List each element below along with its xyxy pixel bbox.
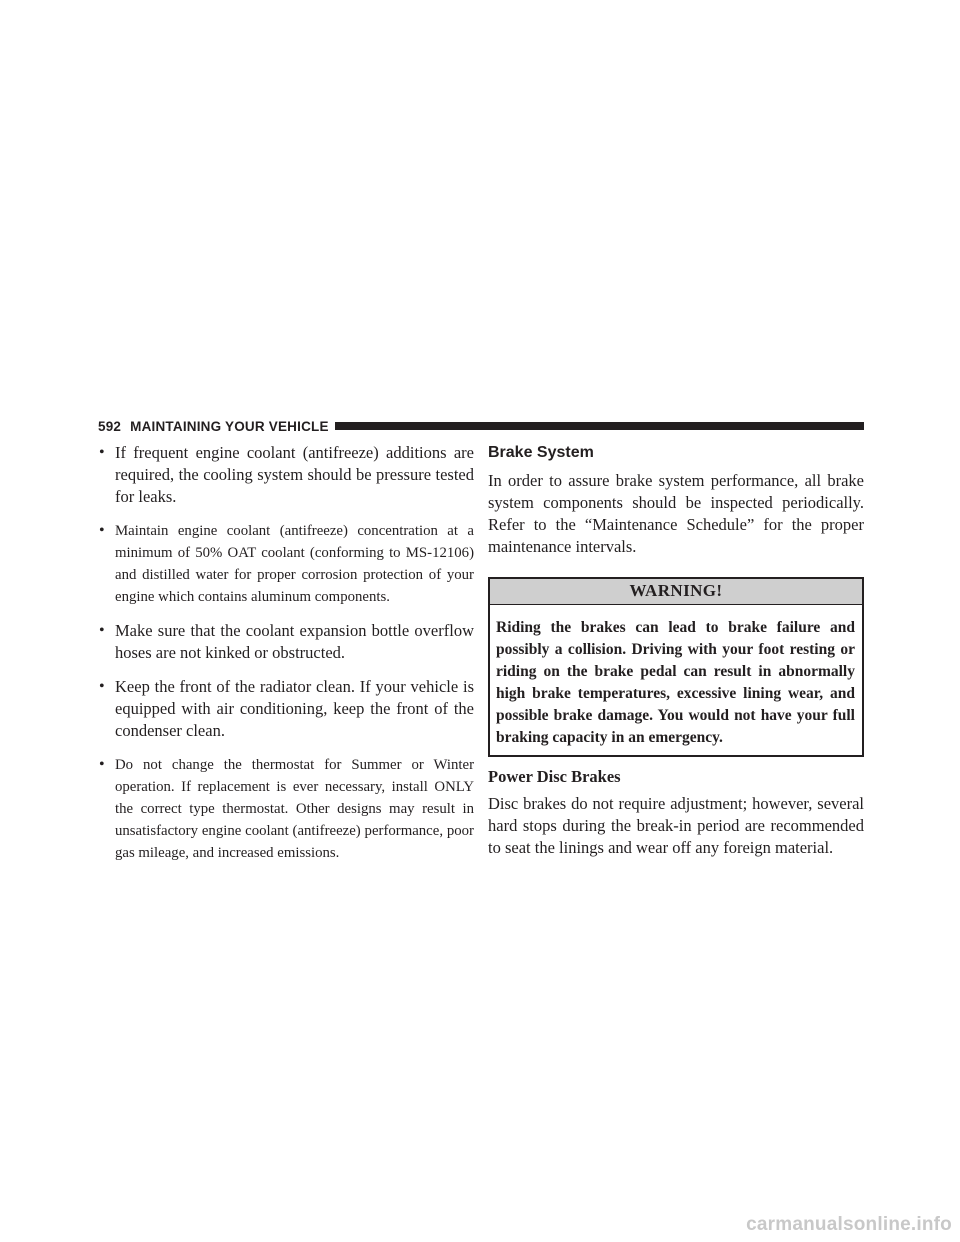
right-column: [488, 442, 864, 878]
left-column: [98, 442, 474, 876]
page-header: [98, 416, 864, 436]
warning-box: [488, 577, 864, 757]
bullet-icon: •: [99, 756, 105, 773]
section-heading: Brake System: [488, 444, 594, 461]
list-item-text: Keep the front of the radiator clean. If your vehicle is equipped with air conditioning, keep the front of the condenser clean.: [115, 677, 474, 740]
section-title: MAINTAINING YOUR VEHICLE: [130, 418, 329, 434]
page-number: 592: [98, 418, 122, 434]
bullet-icon: •: [99, 444, 105, 461]
list-item-text: Do not change the thermostat for Summer or Winter operation. If replacement is ever necessary, install ONLY the correct type thermostat. Other designs may result in unsatisfactory engine coolant (antifreeze) performance, poor gas mileage, and increased emissions.: [115, 757, 474, 861]
list-item-text: Maintain engine coolant (antifreeze) concentration at a minimum of 50% OAT coolant (conforming to MS-12106) and distilled water for proper corrosion protection of your engine which contains aluminum components.: [115, 523, 474, 605]
warning-body: Riding the brakes can lead to brake failure and possibly a collision. Driving with your foot resting or riding on the brake pedal can result in abnormally high brake temperatures, excessive lining wear, and possible brake damage. You would not have your full braking capacity in an emergency.: [496, 619, 855, 746]
watermark: carmanualsonline.info: [746, 1214, 952, 1235]
warning-title: WARNING!: [490, 579, 862, 605]
subheading: Power Disc Brakes: [488, 767, 621, 786]
bullet-icon: •: [99, 522, 105, 539]
list-item: [98, 676, 474, 742]
bullet-icon: •: [99, 678, 105, 695]
list-item: [98, 520, 474, 608]
list-item-text: Make sure that the coolant expansion bottle overflow hoses are not kinked or obstructed.: [115, 621, 474, 662]
intro-paragraph: In order to assure brake system performance, all brake system components should be inspected periodically. Refer to the “Maintenance Schedule” for the proper maintenance intervals.: [488, 471, 864, 556]
list-item: [98, 620, 474, 664]
header-rule: [335, 422, 864, 430]
list-item: [98, 442, 474, 508]
list-item: [98, 754, 474, 864]
coolant-bullet-list: [98, 442, 474, 864]
list-item-text: If frequent engine coolant (antifreeze) additions are required, the cooling system should be pressure tested for leaks.: [115, 443, 474, 506]
subheading-paragraph: Disc brakes do not require adjustment; however, several hard stops during the break-in period are recommended to seat the linings and wear off any foreign material.: [488, 794, 864, 857]
bullet-icon: •: [99, 622, 105, 639]
